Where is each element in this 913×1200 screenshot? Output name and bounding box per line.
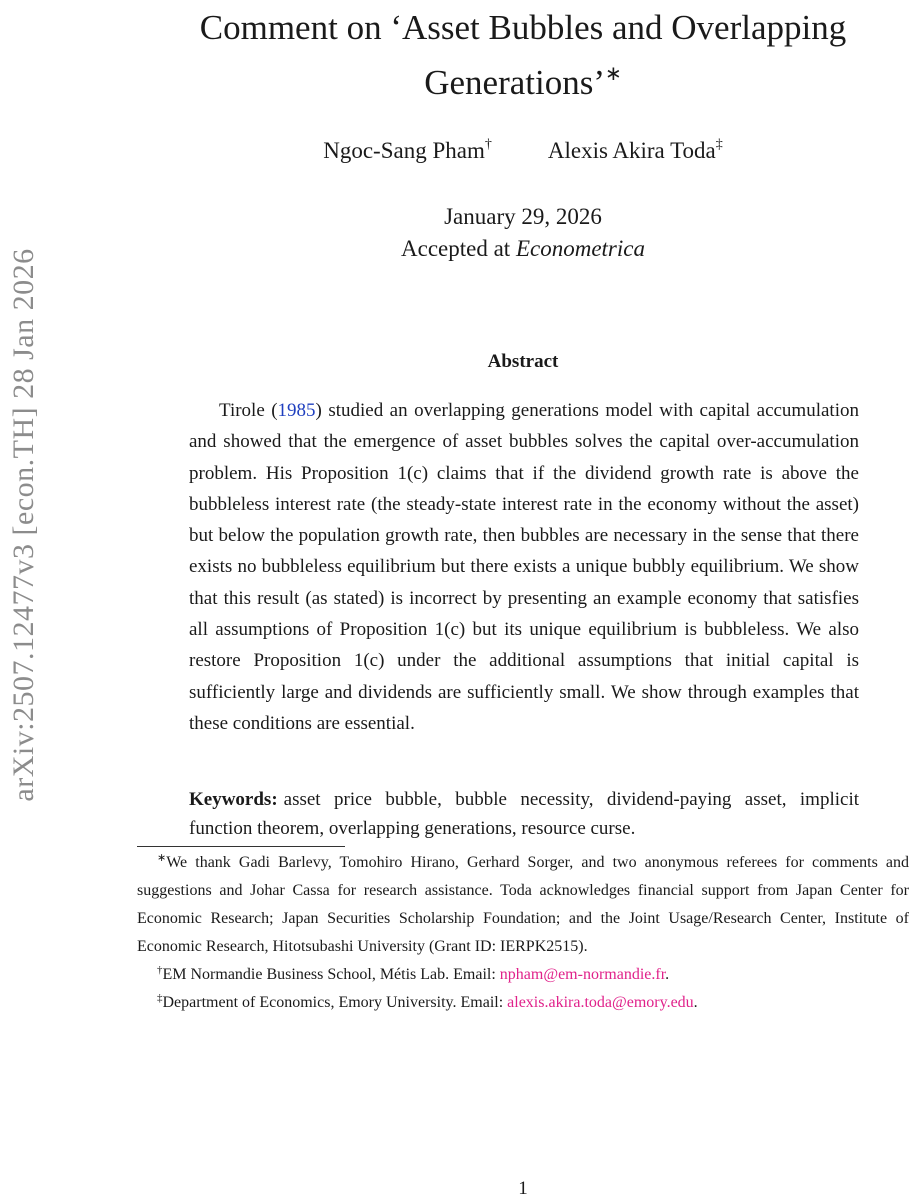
author	[323, 138, 492, 164]
author-name: Ngoc-Sang Pham	[323, 138, 485, 163]
abstract-author-ref: Tirole (	[219, 400, 278, 421]
footnote-text: EM Normandie Business School, Métis Lab. Email:	[162, 966, 500, 983]
footnote-acknowledgments	[137, 849, 909, 961]
accepted-prefix: Accepted at	[401, 236, 516, 261]
acceptance-note	[140, 233, 906, 265]
journal-name: Econometrica	[515, 236, 645, 261]
keywords-text: asset price bubble, bubble necessity, dividend-paying asset, implicit function theorem, overlapping generations, resource curse.	[189, 789, 859, 839]
publication-date: January 29, 2026	[444, 204, 602, 229]
title-footnote-mark[interactable]: ∗	[605, 63, 622, 85]
author	[548, 138, 723, 164]
email-link[interactable]: alexis.akira.toda@emory.edu	[507, 994, 694, 1011]
email-link[interactable]: npham@em-normandie.fr	[499, 966, 666, 983]
author-list	[140, 138, 906, 164]
footnote-end: .	[665, 966, 670, 983]
abstract-body-text: ) studied an overlapping generations model with capital accumulation and showed that the emergence of asset bubbles solves the capital over-accumulation problem. His Proposition 1(c) claims that if the dividend growth rate is above the bubbleless interest rate (the steady-state interest rate in the economy without the asset) but below the population growth rate, then bubbles are necessary in the sense that there exists no bubbleless equilibrium but there exists a unique bubbly equilibrium. We show that this result (as stated) is incorrect by presenting an example economy that satisfies all assumptions of Proposition 1(c) but its unique equilibrium is bubbleless. We also restore Proposition 1(c) under the additional assumptions that initial capital is sufficiently large and dividends are sufficiently small. We show through examples that these conditions are essential.	[189, 400, 859, 734]
author-footnote-mark[interactable]: ‡	[715, 137, 723, 152]
citation-link[interactable]: 1985	[277, 400, 316, 421]
arxiv-sidebar	[0, 180, 48, 870]
footnote-text: Department of Economics, Emory University. Email:	[162, 994, 508, 1011]
keywords-label: Keywords:	[189, 789, 278, 810]
footnote-end: .	[693, 994, 698, 1011]
arxiv-identifier[interactable]: arXiv:2507.12477v3 [econ.TH] 28 Jan 2026	[7, 248, 40, 802]
title-line-2: Generations’	[424, 63, 605, 102]
date-block	[140, 201, 906, 265]
footnote-divider	[137, 846, 345, 847]
abstract-heading: Abstract	[487, 351, 559, 372]
footnote-text: We thank Gadi Barlevy, Tomohiro Hirano, Gerhard Sorger, and two anonymous referees for comments and suggestions and Johar Cassa for research assistance. Toda acknowledges financial support from Japan Center for Economic Research; Japan Securities Scholarship Foundation; and the Joint Usage/Research Center, Institute of Economic Research, Hitotsubashi University (Grant ID: IERPK2515).	[137, 854, 909, 955]
footnote-mark: ∗	[157, 852, 167, 864]
footnote-mark: †	[157, 964, 163, 976]
title-line-1: Comment on ‘Asset Bubbles and Overlapping	[199, 8, 847, 47]
footnote-mark: ‡	[157, 992, 163, 1004]
footnote-author-2	[137, 989, 909, 1017]
author-footnote-mark[interactable]: †	[484, 137, 492, 152]
abstract-text	[189, 395, 859, 739]
footnote-author-1	[137, 961, 909, 989]
author-name: Alexis Akira Toda	[547, 138, 716, 163]
page-number: 1	[518, 1178, 528, 1199]
keywords	[189, 785, 859, 843]
footnotes	[137, 849, 909, 1017]
paper-title	[140, 0, 906, 110]
